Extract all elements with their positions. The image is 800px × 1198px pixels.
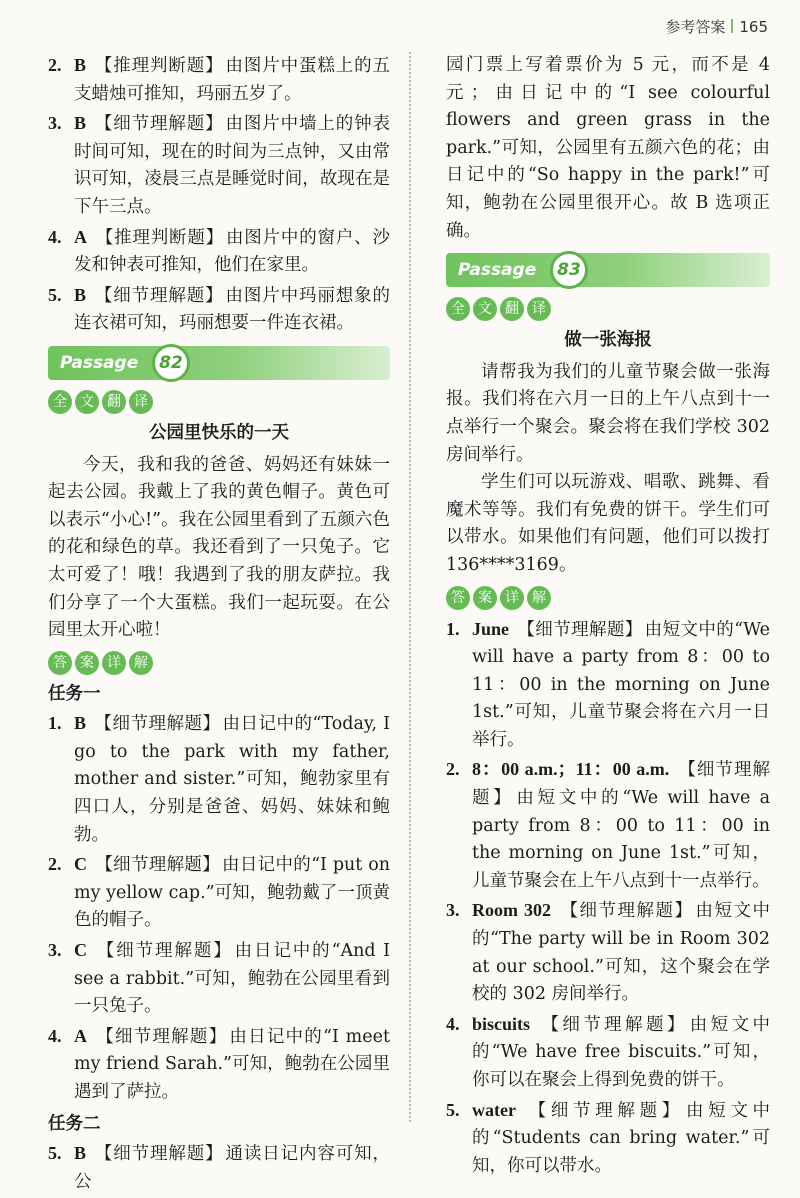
item-number: 4.	[446, 1013, 460, 1034]
explanation: 由短文中的“The party will be in Room 302 at our school.”可知，这个聚会在学校的 302 房间举行。	[472, 901, 770, 1005]
badge-char: 答	[48, 651, 72, 675]
badge-char: 文	[75, 390, 99, 414]
explanation: 由日记中的“Today, I go to the park with my father, mother and sister.”可知，鲍勃家里有四口人，分别是爸爸、妈妈、妹妹和鲍勃。	[74, 714, 390, 845]
answer-text: Room 302	[472, 900, 551, 921]
task-heading: 任务二	[48, 1113, 101, 1134]
story-paragraph: 请帮我为我们的儿童节聚会做一张海报。我们将在六月一日的上午八点到十一点举行一个聚会。聚会将在我们学校 302 房间举行。	[446, 361, 770, 465]
badge-char: 译	[527, 297, 551, 321]
answer-item	[48, 110, 390, 221]
item-number: 5.	[48, 284, 62, 305]
item-number: 5.	[48, 1143, 62, 1164]
badge-char: 翻	[500, 297, 524, 321]
answer-letter: B	[74, 55, 87, 75]
answer-badge	[48, 651, 390, 675]
answer-item	[48, 224, 390, 280]
story-paragraph: 学生们可以玩游戏、唱歌、跳舞、看魔术等等。我们有免费的饼干。学生们可以带水。如果他们有问题，他们可以拨打 136****3169。	[446, 472, 770, 575]
badge-char: 详	[102, 651, 126, 675]
page-header	[665, 16, 768, 37]
answer-text: June	[472, 618, 510, 639]
answer-item	[446, 756, 770, 895]
header-divider	[731, 19, 733, 33]
question-type: 【细节理解题】	[517, 619, 643, 640]
answer-letter: B	[74, 113, 87, 134]
question-type: 【推理判断题】	[94, 56, 224, 76]
question-type: 【细节理解题】	[94, 1144, 224, 1165]
answer-item	[48, 1023, 390, 1107]
answer-letter: C	[74, 854, 87, 875]
passage-label: Passage	[458, 260, 537, 281]
item-number: 5.	[446, 1099, 460, 1120]
answer-item	[446, 1097, 770, 1181]
item-number: 3.	[48, 940, 62, 961]
question-type: 【推理判断题】	[95, 227, 224, 248]
explanation: 由短文中的“We will have a party from 8：00 to 11：00 in the morning on June 1st.”可知，儿童节聚会在上午八点到十一点举行。	[472, 788, 770, 891]
answer-letter: B	[74, 284, 87, 305]
question-type: 【细节理解题】	[94, 714, 221, 735]
passage-number: 82	[152, 344, 190, 382]
answer-item	[48, 851, 390, 935]
explanation: 由短文中的“We will have a party from 8：00 to 11：00 in the morning on June 1st.”可知，儿童节聚会将在六月一日举行。	[472, 619, 770, 750]
item-number: 1.	[446, 618, 460, 639]
left-column	[48, 52, 390, 1198]
item-number: 4.	[48, 1025, 62, 1046]
answer-letter: A	[74, 226, 87, 247]
item-number: 2.	[446, 759, 460, 780]
story-title: 做一张海报	[564, 330, 652, 351]
answer-item	[48, 710, 390, 849]
right-column	[446, 52, 770, 1182]
translation-badge	[446, 297, 770, 321]
question-type: 【细节理解题】	[472, 760, 771, 809]
answer-text: biscuits	[472, 1013, 531, 1034]
badge-char: 详	[500, 586, 524, 610]
badge-char: 文	[473, 297, 497, 321]
question-type: 【细节理解题】	[95, 941, 233, 962]
badge-char: 答	[446, 586, 470, 610]
answer-item	[48, 52, 390, 108]
translation-badge	[48, 390, 390, 414]
question-type: 【细节理解题】	[95, 855, 221, 876]
explanation: 通读日记内容可知，公	[74, 1144, 391, 1192]
explanation: 由日记中的“I put on my yellow cap.”可知，鲍勃戴了一顶黄色的帽子。	[74, 855, 391, 931]
story-text: 今天，我和我的爸爸、妈妈还有妹妹一起去公园。我戴上了我的黄色帽子。黄色可以表示“小心!”。我在公园里看到了五颜六色的花和绿色的草。我还看到了一只兔子。它太可爱了！哦！我遇到了我的朋友萨拉。我们分享了一个大蛋糕。我们一起玩耍。在公园里太开心啦！	[48, 454, 390, 641]
question-type: 【细节理解题】	[95, 1026, 228, 1047]
page-number: 165	[739, 18, 768, 36]
item-number: 4.	[48, 226, 62, 247]
badge-char: 案	[75, 651, 99, 675]
passage-number: 83	[550, 251, 588, 289]
badge-char: 全	[48, 390, 72, 414]
answer-letter: C	[74, 940, 87, 961]
answer-text: 8：00 a.m.；11：00 a.m.	[472, 759, 670, 780]
question-type: 【细节理解题】	[94, 285, 224, 306]
answer-text: water	[472, 1099, 516, 1120]
explanation-continuation: 园门票上写着票价为 5 元，而不是 4 元；由日记中的“I see colourful flowers and green grass in the park.”可知，公园里有五颜六色的花；由日记中的“So happy in the park!”可知，鲍勃在公园里很开心。故 B 选项正确。	[446, 55, 770, 241]
answer-letter: B	[74, 1143, 87, 1164]
answer-letter: B	[74, 713, 87, 734]
task-heading: 任务一	[48, 683, 101, 704]
badge-char: 案	[473, 586, 497, 610]
answer-item	[48, 282, 390, 338]
answer-letter: A	[74, 1025, 87, 1046]
answer-item	[48, 1140, 390, 1196]
passage-label: Passage	[60, 352, 139, 373]
question-type: 【细节理解题】	[538, 1014, 688, 1035]
explanation: 由图片中的窗户、沙发和钟表可推知，他们在家里。	[74, 227, 390, 276]
answer-badge	[446, 586, 770, 610]
explanation: 由短文中的“Students can bring water.”可知，你可以带水。	[472, 1100, 771, 1176]
explanation: 由日记中的“I meet my friend Sarah.”可知，鲍勃在公园里遇到了萨拉。	[74, 1026, 391, 1102]
badge-char: 译	[129, 390, 153, 414]
section-title: 参考答案	[665, 18, 726, 36]
badge-char: 解	[527, 586, 551, 610]
badge-char: 全	[446, 297, 470, 321]
item-number: 2.	[48, 854, 62, 875]
question-type: 【细节理解题】	[94, 114, 224, 135]
answer-item	[446, 616, 770, 755]
badge-char: 翻	[102, 390, 126, 414]
column-divider	[409, 52, 411, 1122]
explanation: 由短文中的“We have free biscuits.”可知，你可以在聚会上得到免费的饼干。	[472, 1014, 770, 1090]
passage-banner	[48, 346, 390, 380]
explanation: 由图片中蛋糕上的五支蜡烛可推知，玛丽五岁了。	[74, 56, 391, 104]
question-type: 【细节理解题】	[523, 1100, 684, 1121]
item-number: 3.	[446, 900, 460, 921]
passage-banner	[446, 253, 770, 287]
question-type: 【细节理解题】	[559, 901, 694, 922]
explanation: 由图片中墙上的钟表时间可知，现在的时间为三点钟，又由常识可知，凌晨三点是睡觉时间，故现在是下午三点。	[74, 114, 391, 217]
item-number: 2.	[48, 55, 62, 75]
badge-char: 解	[129, 651, 153, 675]
answer-item	[446, 897, 770, 1008]
explanation: 由图片中玛丽想象的连衣裙可知，玛丽想要一件连衣裙。	[74, 285, 391, 334]
item-number: 1.	[48, 713, 62, 734]
story-title: 公园里快乐的一天	[149, 422, 289, 443]
item-number: 3.	[48, 113, 62, 134]
explanation: 由日记中的“And I see a rabbit.”可知，鲍勃在公园里看到一只兔子。	[74, 941, 390, 1017]
answer-item	[48, 937, 390, 1021]
answer-item	[446, 1011, 770, 1095]
